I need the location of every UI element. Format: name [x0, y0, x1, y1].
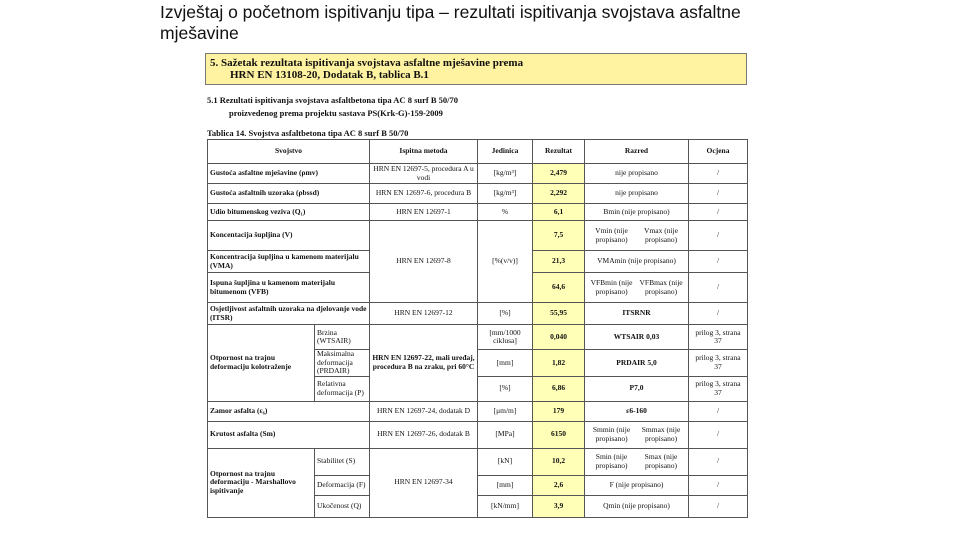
- cell-rezultat: 3,9: [533, 495, 585, 517]
- cell-jedinica: %: [478, 204, 533, 221]
- cell-svojstvo: Koncentracija šupljina u kamenom materijalu (VMA): [208, 251, 370, 273]
- cell-ocjena: prilog 3, strana 37: [689, 350, 748, 377]
- cell-rezultat: 6,1: [533, 204, 585, 221]
- cell-jedinica: [MPa]: [478, 421, 533, 448]
- cell-rezultat: 64,6: [533, 273, 585, 303]
- cell-rezultat: 10,2: [533, 448, 585, 475]
- table-caption: Tablica 14. Svojstva asfaltbetona tipa AC 8 surf B 50/70: [207, 128, 409, 138]
- cell-rezultat: 1,82: [533, 350, 585, 377]
- cell-ocjena: /: [689, 475, 748, 495]
- header-rezultat: Rezultat: [533, 140, 585, 164]
- cell-metoda: HRN EN 12697-8: [370, 221, 478, 303]
- razred-max: Smmax (nije propisano): [641, 425, 681, 443]
- cell-razred: F (nije propisano): [585, 475, 689, 495]
- cell-razred: ε6-160: [585, 401, 689, 421]
- cell-rezultat: 6150: [533, 421, 585, 448]
- razred-min: Smin (nije propisano): [595, 452, 628, 470]
- banner-line-2: HRN EN 13108-20, Dodatak B, tablica B.1: [230, 69, 429, 81]
- cell-svojstvo: Gustoća asfaltnih uzoraka (ρbssd): [208, 184, 370, 204]
- cell-subproperty: Relativna deformacija (P): [315, 376, 370, 401]
- cell-svojstvo: Otpornost na trajnu deformaciju - Marshallovo ispitivanje: [208, 448, 315, 517]
- cell-svojstvo: Gustoća asfaltne mješavine (ρmv): [208, 164, 370, 184]
- cell-subproperty: Deformacija (F): [315, 475, 370, 495]
- cell-svojstvo: Koncentacija šupljina (V): [208, 221, 370, 251]
- razred-max: Smax (nije propisano): [644, 452, 678, 470]
- cell-metoda: HRN EN 12697-6, procedura B: [370, 184, 478, 204]
- cell-jedinica: [%]: [478, 376, 533, 401]
- cell-rezultat: 0,040: [533, 325, 585, 350]
- cell-jedinica: [kN]: [478, 448, 533, 475]
- cell-jedinica: [mm/1000 ciklusa]: [478, 325, 533, 350]
- cell-ocjena: /: [689, 251, 748, 273]
- razred-min: Vmin (nije propisano): [595, 226, 628, 244]
- header-jedinica: Jedinica: [478, 140, 533, 164]
- cell-svojstvo: Udio bitumenskog veziva (Q₁): [208, 204, 370, 221]
- cell-svojstvo: Ispuna šupljina u kamenom materijalu bitumenom (VFB): [208, 273, 370, 303]
- table-row: [208, 164, 748, 184]
- cell-jedinica: [mm]: [478, 350, 533, 377]
- cell-razred: PRDAIR 5,0: [585, 350, 689, 377]
- cell-jedinica: [kg/m³]: [478, 184, 533, 204]
- cell-razred: VMAmin (nije propisano): [585, 251, 689, 273]
- cell-razred: [585, 273, 689, 303]
- section-banner: [205, 53, 747, 85]
- razred-min: Smmin (nije propisano): [592, 425, 631, 443]
- header-svojstvo: Svojstvo: [208, 140, 370, 164]
- cell-ocjena: prilog 3, strana 37: [689, 376, 748, 401]
- cell-rezultat: 7,5: [533, 221, 585, 251]
- cell-jedinica: [kg/m³]: [478, 164, 533, 184]
- cell-metoda: HRN EN 12697-1: [370, 204, 478, 221]
- cell-razred: [585, 221, 689, 251]
- cell-rezultat: 55,95: [533, 303, 585, 325]
- cell-ocjena: /: [689, 164, 748, 184]
- header-metoda: Ispitna metoda: [370, 140, 478, 164]
- header-razred: Razred: [585, 140, 689, 164]
- header-ocjena: Ocjena: [689, 140, 748, 164]
- table-row: [208, 221, 748, 251]
- cell-razred: [585, 448, 689, 475]
- banner-line-1: 5. Sažetak rezultata ispitivanja svojstava asfaltne mješavine prema: [210, 57, 524, 69]
- cell-ocjena: /: [689, 495, 748, 517]
- cell-subproperty: Ukočenost (Q): [315, 495, 370, 517]
- cell-ocjena: /: [689, 303, 748, 325]
- cell-metoda: HRN EN 12697-34: [370, 448, 478, 517]
- table-row: [208, 448, 748, 475]
- table-row: [208, 401, 748, 421]
- section-heading-line-1: 5.1 Rezultati ispitivanja svojstava asfaltbetona tipa AC 8 surf B 50/70: [207, 95, 458, 105]
- cell-razred: nije propisano: [585, 184, 689, 204]
- cell-svojstvo: Zamor asfalta (ε₆): [208, 401, 370, 421]
- table-row: [208, 325, 748, 350]
- razred-max: Vmax (nije propisano): [644, 226, 678, 244]
- cell-razred: P7,0: [585, 376, 689, 401]
- cell-jedinica: [μm/m]: [478, 401, 533, 421]
- cell-rezultat: 2,6: [533, 475, 585, 495]
- cell-metoda: HRN EN 12697-26, dodatak B: [370, 421, 478, 448]
- cell-ocjena: /: [689, 401, 748, 421]
- cell-razred: ITSRNR: [585, 303, 689, 325]
- cell-svojstvo: Krutost asfalta (Sm): [208, 421, 370, 448]
- cell-metoda: HRN EN 12697-12: [370, 303, 478, 325]
- cell-svojstvo: Osjetljivost asfaltnih uzoraka na djelovanje vode (ITSR): [208, 303, 370, 325]
- cell-jedinica: [%(v/v)]: [478, 221, 533, 303]
- cell-subproperty: Maksimalna deformacija (PRDAIR): [315, 350, 370, 377]
- cell-razred: nije propisano: [585, 164, 689, 184]
- cell-metoda: HRN EN 12697-22, mali uređaj, procedura B na zraku, pri 60°C: [370, 325, 478, 402]
- cell-metoda: HRN EN 12697-24, dodatak D: [370, 401, 478, 421]
- cell-ocjena: /: [689, 221, 748, 251]
- slide-title: Izvještaj o početnom ispitivanju tipa – rezultati ispitivanja svojstava asfaltne mješavine: [160, 2, 741, 43]
- cell-jedinica: [kN/mm]: [478, 495, 533, 517]
- cell-metoda: HRN EN 12697-5, procedura A u vodi: [370, 164, 478, 184]
- cell-ocjena: /: [689, 273, 748, 303]
- cell-razred: [585, 421, 689, 448]
- cell-rezultat: 179: [533, 401, 585, 421]
- properties-table: [207, 139, 748, 518]
- table-row: [208, 204, 748, 221]
- cell-ocjena: /: [689, 448, 748, 475]
- table-row: [208, 303, 748, 325]
- cell-rezultat: 2,292: [533, 184, 585, 204]
- cell-rezultat: 21,3: [533, 251, 585, 273]
- section-heading-line-2: proizvedenog prema projektu sastava PS(Krk-G)-159-2009: [229, 108, 443, 118]
- cell-ocjena: /: [689, 421, 748, 448]
- cell-subproperty: Brzina (WTSAIR): [315, 325, 370, 350]
- table-row: [208, 184, 748, 204]
- razred-min: VFBmin (nije propisano): [590, 278, 633, 296]
- razred-max: VFBmax (nije propisano): [639, 278, 683, 296]
- table-header-row: [208, 140, 748, 164]
- cell-jedinica: [mm]: [478, 475, 533, 495]
- cell-razred: Bmin (nije propisano): [585, 204, 689, 221]
- cell-jedinica: [%]: [478, 303, 533, 325]
- cell-ocjena: prilog 3, strana 37: [689, 325, 748, 350]
- cell-ocjena: /: [689, 204, 748, 221]
- cell-rezultat: 2,479: [533, 164, 585, 184]
- cell-ocjena: /: [689, 184, 748, 204]
- scanned-document: [205, 53, 748, 527]
- cell-rezultat: 6,86: [533, 376, 585, 401]
- table-row: [208, 421, 748, 448]
- cell-razred: Qmin (nije propisano): [585, 495, 689, 517]
- cell-razred: WTSAIR 0,03: [585, 325, 689, 350]
- cell-subproperty: Stabilitet (S): [315, 448, 370, 475]
- cell-svojstvo: Otpornost na trajnu deformaciju kolotraženje: [208, 325, 315, 402]
